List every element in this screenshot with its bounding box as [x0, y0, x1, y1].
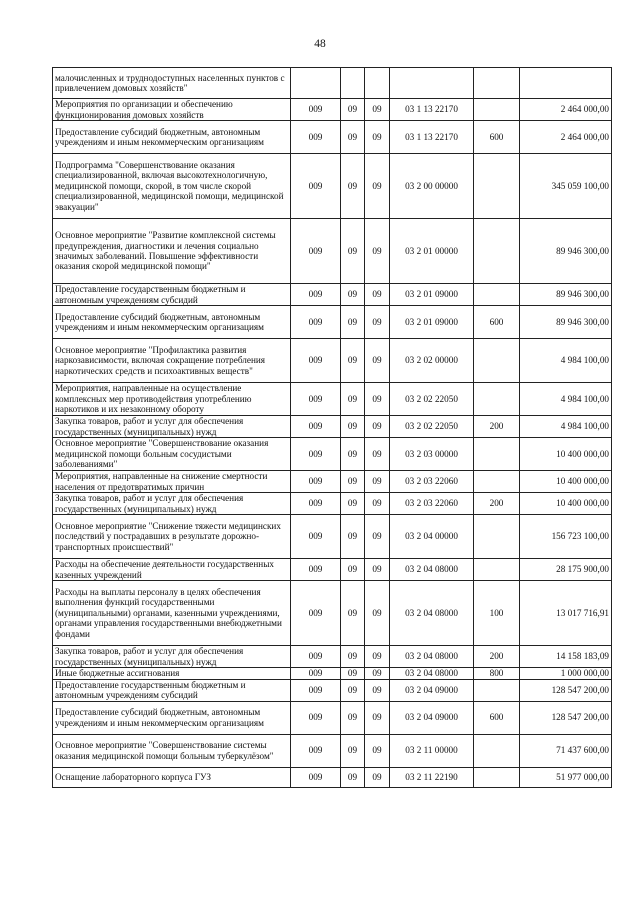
cell-amount: 4 984 100,00: [520, 416, 612, 438]
cell-amount: 89 946 300,00: [520, 219, 612, 284]
cell-subsection-code: 09: [365, 99, 390, 121]
cell-amount: 128 547 200,00: [520, 701, 612, 734]
cell-section-code: 09: [341, 306, 365, 339]
cell-subsection-code: 09: [365, 306, 390, 339]
cell-ministry-code: 009: [291, 679, 341, 701]
cell-name: малочисленных и труднодоступных населенных пунктов с привлечением домовых хозяйств": [53, 68, 291, 99]
cell-target-article: 03 2 01 09000: [390, 306, 474, 339]
cell-name: Основное мероприятие "Снижение тяжести медицинских последствий у пострадавших в результате дорожно-транспортных происшествий": [53, 515, 291, 559]
table-row: [53, 668, 612, 680]
cell-section-code: 09: [341, 154, 365, 219]
cell-expense-type: 800: [474, 668, 520, 680]
cell-name: Расходы на обеспечение деятельности государственных казенных учреждений: [53, 559, 291, 581]
cell-expense-type: 600: [474, 121, 520, 154]
cell-amount: 1 000 000,00: [520, 668, 612, 680]
cell-ministry-code: 009: [291, 121, 341, 154]
cell-section-code: [341, 68, 365, 99]
table-row: [53, 99, 612, 121]
cell-name: Основное мероприятие "Профилактика развития наркозависимости, включая сокращение потребления наркотических средств и психоактивных веществ": [53, 339, 291, 383]
cell-name: Основное мероприятие "Совершенствование системы оказания медицинской помощи больным туберкулёзом": [53, 734, 291, 767]
cell-ministry-code: 009: [291, 383, 341, 416]
cell-target-article: [390, 68, 474, 99]
cell-subsection-code: 09: [365, 121, 390, 154]
cell-ministry-code: 009: [291, 219, 341, 284]
cell-amount: 13 017 716,91: [520, 581, 612, 646]
table-row: [53, 679, 612, 701]
table-row: [53, 493, 612, 515]
cell-target-article: 03 1 13 22170: [390, 121, 474, 154]
cell-name: Оснащение лабораторного корпуса ГУЗ: [53, 767, 291, 787]
cell-expense-type: [474, 767, 520, 787]
cell-target-article: 03 2 11 00000: [390, 734, 474, 767]
cell-subsection-code: 09: [365, 581, 390, 646]
table-row: [53, 438, 612, 471]
cell-amount: 4 984 100,00: [520, 383, 612, 416]
cell-ministry-code: 009: [291, 493, 341, 515]
cell-name: Предоставление государственным бюджетным и автономным учреждениям субсидий: [53, 679, 291, 701]
cell-section-code: 09: [341, 121, 365, 154]
cell-section-code: 09: [341, 734, 365, 767]
table-row: [53, 68, 612, 99]
cell-target-article: 03 2 03 00000: [390, 438, 474, 471]
cell-name: Предоставление субсидий бюджетным, автономным учреждениям и иным некоммерческим организациям: [53, 701, 291, 734]
cell-target-article: 03 2 04 09000: [390, 701, 474, 734]
cell-ministry-code: 009: [291, 734, 341, 767]
cell-section-code: 09: [341, 515, 365, 559]
cell-section-code: 09: [341, 493, 365, 515]
table-row: [53, 339, 612, 383]
cell-ministry-code: 009: [291, 438, 341, 471]
cell-name: Предоставление субсидий бюджетным, автономным учреждениям и иным некоммерческим организациям: [53, 121, 291, 154]
cell-ministry-code: 009: [291, 767, 341, 787]
cell-ministry-code: 009: [291, 581, 341, 646]
cell-ministry-code: 009: [291, 471, 341, 493]
cell-subsection-code: 09: [365, 734, 390, 767]
cell-name: Подпрограмма "Совершенствование оказания специализированной, включая высокотехнологичную, медицинской помощи, скорой, в том числе скорой специализированной, медицинской помощи, медицинской эвакуации": [53, 154, 291, 219]
cell-expense-type: [474, 339, 520, 383]
table-row: [53, 306, 612, 339]
cell-expense-type: [474, 515, 520, 559]
page-number: 48: [314, 38, 326, 50]
cell-name: Закупка товаров, работ и услуг для обеспечения государственных (муниципальных) нужд: [53, 493, 291, 515]
table-row: [53, 515, 612, 559]
table-row: [53, 559, 612, 581]
cell-target-article: 03 2 04 00000: [390, 515, 474, 559]
cell-ministry-code: 009: [291, 339, 341, 383]
cell-section-code: 09: [341, 559, 365, 581]
cell-amount: 2 464 000,00: [520, 99, 612, 121]
cell-amount: 89 946 300,00: [520, 306, 612, 339]
cell-expense-type: 100: [474, 581, 520, 646]
cell-expense-type: 600: [474, 306, 520, 339]
cell-expense-type: [474, 219, 520, 284]
cell-section-code: 09: [341, 646, 365, 668]
cell-subsection-code: 09: [365, 646, 390, 668]
cell-subsection-code: 09: [365, 416, 390, 438]
cell-amount: [520, 68, 612, 99]
cell-section-code: 09: [341, 701, 365, 734]
cell-section-code: 09: [341, 219, 365, 284]
table-row: [53, 701, 612, 734]
cell-section-code: 09: [341, 668, 365, 680]
cell-name: Иные бюджетные ассигнования: [53, 668, 291, 680]
cell-amount: 128 547 200,00: [520, 679, 612, 701]
cell-expense-type: 200: [474, 646, 520, 668]
cell-name: Закупка товаров, работ и услуг для обеспечения государственных (муниципальных) нужд: [53, 416, 291, 438]
cell-section-code: 09: [341, 99, 365, 121]
cell-amount: 2 464 000,00: [520, 121, 612, 154]
cell-subsection-code: 09: [365, 219, 390, 284]
cell-amount: 28 175 900,00: [520, 559, 612, 581]
cell-section-code: 09: [341, 383, 365, 416]
cell-expense-type: [474, 68, 520, 99]
cell-amount: 10 400 000,00: [520, 471, 612, 493]
cell-expense-type: [474, 679, 520, 701]
cell-subsection-code: 09: [365, 493, 390, 515]
cell-amount: 10 400 000,00: [520, 493, 612, 515]
cell-expense-type: [474, 438, 520, 471]
cell-ministry-code: 009: [291, 306, 341, 339]
cell-section-code: 09: [341, 416, 365, 438]
cell-amount: 71 437 600,00: [520, 734, 612, 767]
budget-table: [52, 67, 612, 788]
cell-subsection-code: 09: [365, 438, 390, 471]
cell-section-code: 09: [341, 339, 365, 383]
cell-name: Предоставление субсидий бюджетным, автономным учреждениям и иным некоммерческим организациям: [53, 306, 291, 339]
cell-section-code: 09: [341, 438, 365, 471]
table-row: [53, 767, 612, 787]
cell-ministry-code: 009: [291, 701, 341, 734]
table-row: [53, 581, 612, 646]
cell-target-article: 03 2 02 22050: [390, 416, 474, 438]
cell-target-article: 03 2 04 08000: [390, 581, 474, 646]
table-row: [53, 646, 612, 668]
cell-name: Мероприятия, направленные на осуществление комплексных мер противодействия употреблению наркотиков и их незаконному обороту: [53, 383, 291, 416]
cell-expense-type: [474, 99, 520, 121]
table-row: [53, 734, 612, 767]
cell-ministry-code: 009: [291, 416, 341, 438]
cell-target-article: 03 1 13 22170: [390, 99, 474, 121]
cell-target-article: 03 2 03 22060: [390, 471, 474, 493]
cell-section-code: 09: [341, 284, 365, 306]
table-row: [53, 471, 612, 493]
cell-subsection-code: 09: [365, 668, 390, 680]
cell-subsection-code: 09: [365, 767, 390, 787]
cell-target-article: 03 2 02 22050: [390, 383, 474, 416]
cell-amount: 345 059 100,00: [520, 154, 612, 219]
cell-amount: 51 977 000,00: [520, 767, 612, 787]
cell-target-article: 03 2 01 00000: [390, 219, 474, 284]
cell-amount: 156 723 100,00: [520, 515, 612, 559]
cell-subsection-code: 09: [365, 383, 390, 416]
cell-ministry-code: 009: [291, 515, 341, 559]
cell-target-article: 03 2 04 08000: [390, 646, 474, 668]
table-row: [53, 416, 612, 438]
cell-name: Основное мероприятие "Развитие комплексной системы предупреждения, диагностики и лечения социально значимых заболеваний. Повышение эффективности оказания скорой медицинской помощи": [53, 219, 291, 284]
cell-ministry-code: 009: [291, 284, 341, 306]
cell-target-article: 03 2 11 22190: [390, 767, 474, 787]
cell-ministry-code: 009: [291, 154, 341, 219]
cell-ministry-code: 009: [291, 668, 341, 680]
cell-expense-type: 600: [474, 701, 520, 734]
cell-expense-type: [474, 559, 520, 581]
table-row: [53, 219, 612, 284]
cell-subsection-code: 09: [365, 679, 390, 701]
cell-target-article: 03 2 00 00000: [390, 154, 474, 219]
cell-section-code: 09: [341, 471, 365, 493]
cell-expense-type: [474, 471, 520, 493]
table-row: [53, 284, 612, 306]
cell-section-code: 09: [341, 679, 365, 701]
cell-target-article: 03 2 03 22060: [390, 493, 474, 515]
cell-section-code: 09: [341, 767, 365, 787]
cell-section-code: 09: [341, 581, 365, 646]
cell-subsection-code: 09: [365, 284, 390, 306]
cell-amount: 10 400 000,00: [520, 438, 612, 471]
budget-table-body: [53, 68, 612, 788]
cell-expense-type: [474, 284, 520, 306]
cell-ministry-code: 009: [291, 99, 341, 121]
cell-subsection-code: 09: [365, 515, 390, 559]
cell-subsection-code: [365, 68, 390, 99]
cell-expense-type: [474, 383, 520, 416]
cell-amount: 4 984 100,00: [520, 339, 612, 383]
cell-target-article: 03 2 04 09000: [390, 679, 474, 701]
table-row: [53, 121, 612, 154]
cell-name: Основное мероприятие "Совершенствование оказания медицинской помощи больным сосудистыми заболеваниями": [53, 438, 291, 471]
table-row: [53, 154, 612, 219]
cell-target-article: 03 2 01 09000: [390, 284, 474, 306]
cell-amount: 14 158 183,09: [520, 646, 612, 668]
cell-ministry-code: 009: [291, 646, 341, 668]
cell-name: Расходы на выплаты персоналу в целях обеспечения выполнения функций государственными (муниципальными) органами, казенными учреждениями, органами управления государственными внебюджетными фондами: [53, 581, 291, 646]
cell-expense-type: [474, 154, 520, 219]
cell-subsection-code: 09: [365, 471, 390, 493]
table-row: [53, 383, 612, 416]
cell-amount: 89 946 300,00: [520, 284, 612, 306]
cell-expense-type: 200: [474, 493, 520, 515]
cell-expense-type: 200: [474, 416, 520, 438]
cell-subsection-code: 09: [365, 701, 390, 734]
cell-ministry-code: [291, 68, 341, 99]
cell-name: Закупка товаров, работ и услуг для обеспечения государственных (муниципальных) нужд: [53, 646, 291, 668]
cell-name: Мероприятия по организации и обеспечению функционирования домовых хозяйств: [53, 99, 291, 121]
cell-target-article: 03 2 02 00000: [390, 339, 474, 383]
cell-name: Мероприятия, направленные на снижение смертности населения от предотвратимых причин: [53, 471, 291, 493]
cell-name: Предоставление государственным бюджетным и автономным учреждениям субсидий: [53, 284, 291, 306]
cell-target-article: 03 2 04 08000: [390, 559, 474, 581]
cell-target-article: 03 2 04 08000: [390, 668, 474, 680]
cell-ministry-code: 009: [291, 559, 341, 581]
cell-subsection-code: 09: [365, 339, 390, 383]
cell-subsection-code: 09: [365, 559, 390, 581]
cell-subsection-code: 09: [365, 154, 390, 219]
cell-expense-type: [474, 734, 520, 767]
